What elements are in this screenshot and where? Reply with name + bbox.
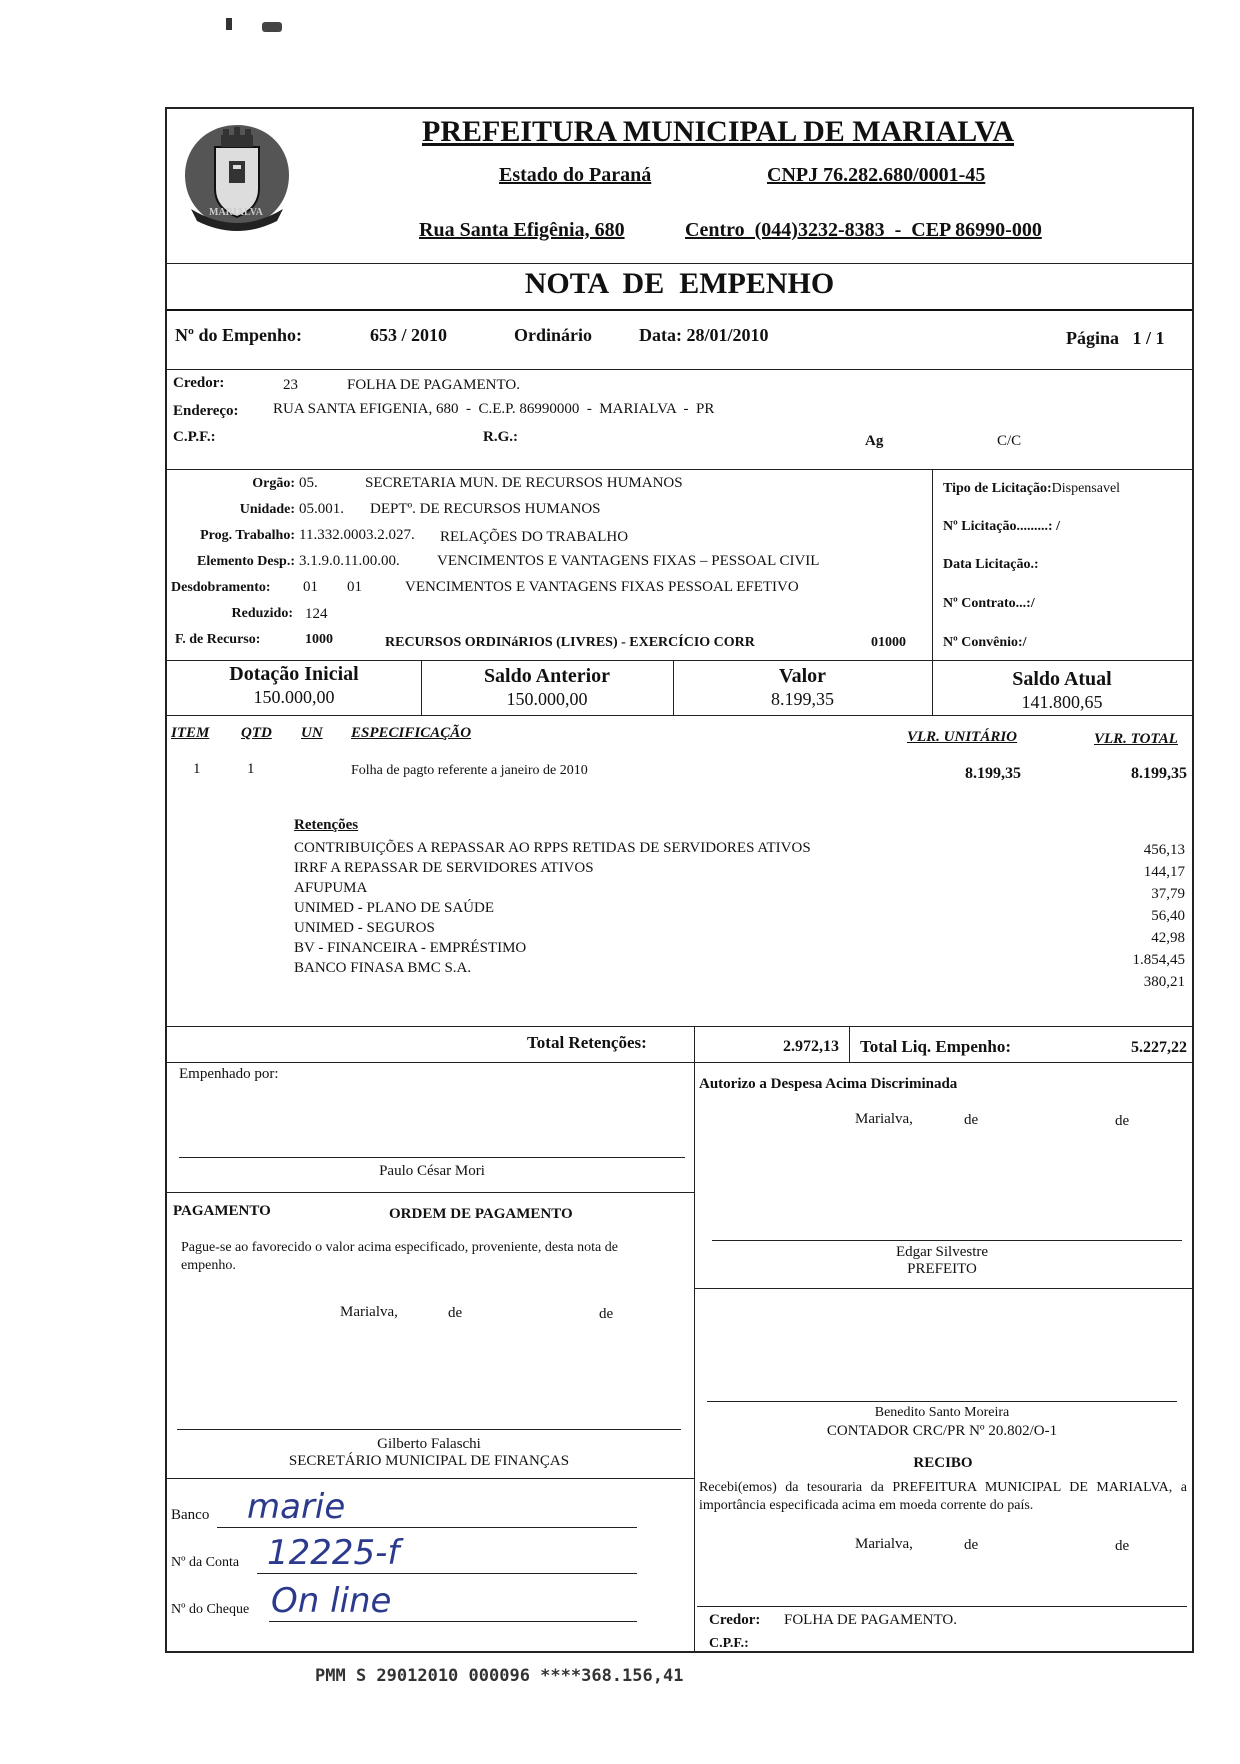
list-item xyxy=(167,880,1192,900)
col-item: ITEM xyxy=(171,725,210,741)
banco-handwritten: marie xyxy=(247,1487,346,1527)
licitacao-number: Nº Licitação.........: / xyxy=(943,519,1060,534)
list-item xyxy=(167,900,1192,924)
table-row xyxy=(167,759,1192,789)
elemento-label: Elemento Desp.: xyxy=(197,554,295,569)
list-item xyxy=(167,920,1192,946)
desdobramento-label: Desdobramento: xyxy=(171,580,271,595)
autorizo-de2: de xyxy=(1115,1113,1130,1129)
retencao-value: 1.854,45 xyxy=(1132,952,1185,968)
recibo-cpf-label: C.P.F.: xyxy=(709,1636,749,1651)
retencao-value: 456,13 xyxy=(1143,842,1185,858)
retencoes-title: Retenções xyxy=(294,817,359,833)
nota-de-empenho-document xyxy=(165,107,1194,1653)
municipality-title: PREFEITURA MUNICIPAL DE MARIALVA xyxy=(422,115,1015,148)
reduzido-label: Reduzido: xyxy=(231,606,293,621)
empenho-label: Nº do Empenho: xyxy=(175,325,302,345)
cnpj: CNPJ 76.282.680/0001-45 xyxy=(767,164,986,186)
retencao-description: UNIMED - PLANO DE SAÚDE xyxy=(294,900,494,916)
licitacao-type xyxy=(943,481,1120,497)
valor-value: 8.199,35 xyxy=(771,689,834,709)
empenho-number: 653 / 2010 xyxy=(370,325,448,345)
reduzido-value: 124 xyxy=(305,606,328,622)
contador-name: Benedito Santo Moreira xyxy=(874,1405,1010,1420)
recurso-code: 1000 xyxy=(305,632,333,647)
autorizo-de1: de xyxy=(964,1112,979,1128)
credor-code: 23 xyxy=(283,377,298,393)
unidade-code: 05.001. xyxy=(299,501,344,517)
retencao-description: BV - FINANCEIRA - EMPRÉSTIMO xyxy=(294,940,527,956)
recibo-credor-value: FOLHA DE PAGAMENTO. xyxy=(784,1612,957,1628)
pagamento-label: PAGAMENTO xyxy=(173,1203,271,1219)
elemento-code: 3.1.9.0.11.00.00. xyxy=(299,553,400,569)
recurso-name: RECURSOS ORDINáRIOS (LIVRES) - EXERCÍCIO CORR xyxy=(385,635,755,650)
recurso-label: F. de Recurso: xyxy=(175,632,261,647)
address-label: Endereço: xyxy=(173,403,239,419)
col-especificacao: ESPECIFICAÇÃO xyxy=(351,725,472,741)
secretario-name: Gilberto Falaschi xyxy=(377,1436,481,1452)
cpf-label: C.P.F.: xyxy=(173,429,216,445)
list-item xyxy=(167,960,1192,990)
recibo-credor-label: Credor: xyxy=(709,1612,761,1628)
recibo-place: Marialva, xyxy=(855,1536,913,1552)
saldo-atual-value: 141.800,65 xyxy=(1021,692,1103,712)
desdobramento-name: VENCIMENTOS E VANTAGENS FIXAS PESSOAL EFETIVO xyxy=(405,579,799,595)
prefeito-name: Edgar Silvestre xyxy=(895,1244,989,1260)
recurso-code2: 01000 xyxy=(871,635,906,650)
col-qtd: QTD xyxy=(241,725,272,741)
unidade-name: DEPTº. DE RECURSOS HUMANOS xyxy=(370,501,601,517)
footer-stamp: PMM S 29012010 000096 ****368.156,41 xyxy=(315,1666,684,1686)
pagamento-de1: de xyxy=(448,1305,463,1321)
autorizo-place: Marialva, xyxy=(855,1111,913,1127)
saldo-atual-label: Saldo Atual xyxy=(1012,668,1112,690)
orgao-name: SECRETARIA MUN. DE RECURSOS HUMANOS xyxy=(365,475,683,491)
cheque-handwritten: On line xyxy=(271,1581,392,1621)
total-retencoes-label: Total Retenções: xyxy=(527,1033,647,1052)
convenio-number: Nº Convênio:/ xyxy=(943,635,1027,650)
dotacao-value: 150.000,00 xyxy=(253,687,335,707)
state-name: Estado do Paraná xyxy=(499,164,652,186)
contrato-number: Nº Contrato...:/ xyxy=(943,596,1035,611)
pagamento-text: Pague-se ao favorecido o valor acima especificado, proveniente, desta nota de empenho. xyxy=(181,1240,618,1273)
empenho-type: Ordinário xyxy=(514,325,593,345)
recibo-de2: de xyxy=(1115,1538,1130,1554)
retencao-description: AFUPUMA xyxy=(294,880,368,896)
total-liq-value: 5.227,22 xyxy=(1131,1039,1187,1056)
coat-of-arms-icon xyxy=(177,117,297,237)
licitacao-type-value: Dispensavel xyxy=(1051,481,1121,496)
saldo-anterior-label: Saldo Anterior xyxy=(483,665,611,687)
item-description: Folha de pagto referente a janeiro de 2010 xyxy=(351,763,588,778)
recibo-title: RECIBO xyxy=(913,1455,973,1471)
elemento-name: VENCIMENTOS E VANTAGENS FIXAS – PESSOAL CIVIL xyxy=(437,553,820,569)
retencao-description: BANCO FINASA BMC S.A. xyxy=(294,960,472,976)
desdobramento-code1: 01 xyxy=(303,579,318,595)
prog-code: 11.332.0003.2.027. xyxy=(299,527,415,543)
licitacao-date: Data Licitação.: xyxy=(943,557,1039,572)
retencao-value: 380,21 xyxy=(1143,974,1185,990)
cc-label: C/C xyxy=(997,433,1022,449)
empenhado-name: Paulo César Mori xyxy=(379,1163,485,1179)
prog-label: Prog. Trabalho: xyxy=(200,528,295,543)
scan-mark xyxy=(262,22,282,32)
desdobramento-code2: 01 xyxy=(347,579,362,595)
col-vlr-total: VLR. TOTAL xyxy=(1094,731,1178,747)
empenhado-label: Empenhado por: xyxy=(179,1066,279,1082)
retencao-value: 42,98 xyxy=(1151,930,1185,946)
conta-handwritten: 12225-f xyxy=(267,1533,400,1573)
recibo-de1: de xyxy=(964,1537,979,1553)
total-retencoes-value: 2.972,13 xyxy=(783,1038,839,1055)
street-address: Rua Santa Efigênia, 680 xyxy=(419,219,625,241)
contador-role: CONTADOR CRC/PR Nº 20.802/O-1 xyxy=(826,1423,1058,1439)
pagamento-de2: de xyxy=(599,1306,614,1322)
retencao-description: UNIMED - SEGUROS xyxy=(294,920,435,936)
item-qtd: 1 xyxy=(247,761,255,777)
credor-name: FOLHA DE PAGAMENTO. xyxy=(347,377,520,393)
retencao-description: IRRF A REPASSAR DE SERVIDORES ATIVOS xyxy=(294,860,594,876)
list-item xyxy=(167,840,1192,860)
retencao-description: CONTRIBUIÇÕES A REPASSAR AO RPPS RETIDAS DE SERVIDORES ATIVOS xyxy=(294,840,811,856)
orgao-label: Orgão: xyxy=(252,476,295,491)
seal-text: MARIALVA xyxy=(209,207,263,218)
item-unit-value: 8.199,35 xyxy=(965,765,1021,782)
retencao-value: 56,40 xyxy=(1151,908,1185,924)
prefeito-role: PREFEITO xyxy=(907,1261,977,1277)
item-number: 1 xyxy=(193,761,201,777)
dotacao-label: Dotação Inicial xyxy=(229,663,359,685)
retencao-value: 37,79 xyxy=(1151,886,1185,902)
scan-mark xyxy=(226,18,232,30)
item-total-value: 8.199,35 xyxy=(1131,765,1187,782)
cheque-label: Nº do Cheque xyxy=(171,1602,250,1617)
pagamento-place: Marialva, xyxy=(340,1304,398,1320)
recibo-text: Recebi(emos) da tesouraria da PREFEITURA MUNICIPAL DE MARIALVA, a importância especificada acima em moeda corrente do país. xyxy=(699,1480,1187,1513)
rg-label: R.G.: xyxy=(483,429,518,445)
orgao-code: 05. xyxy=(299,475,318,491)
credor-label: Credor: xyxy=(173,375,225,391)
licitacao-type-label: Tipo de Licitação: xyxy=(943,481,1052,496)
page-number: Página 1 / 1 xyxy=(1066,328,1165,348)
autorizo-label: Autorizo a Despesa Acima Discriminada xyxy=(699,1076,958,1092)
retencao-value: 144,17 xyxy=(1143,864,1185,880)
unidade-label: Unidade: xyxy=(239,502,295,517)
banco-label: Banco xyxy=(171,1507,210,1523)
ordem-pagamento-label: ORDEM DE PAGAMENTO xyxy=(389,1206,573,1222)
total-liq-label: Total Liq. Empenho: xyxy=(860,1037,1011,1056)
list-item xyxy=(167,860,1192,880)
col-vlr-unitario: VLR. UNITÁRIO xyxy=(907,729,1018,745)
valor-label: Valor xyxy=(778,665,827,687)
document-title: NOTA DE EMPENHO xyxy=(524,267,835,300)
col-un: UN xyxy=(301,725,323,741)
credor-address: RUA SANTA EFIGENIA, 680 - C.E.P. 86990000 - MARIALVA - PR xyxy=(273,401,715,417)
saldo-anterior-value: 150.000,00 xyxy=(506,689,588,709)
ag-label: Ag xyxy=(865,433,884,449)
conta-label: Nº da Conta xyxy=(171,1555,240,1570)
address-contact: Centro (044)3232-8383 - CEP 86990-000 xyxy=(685,219,1042,241)
secretario-role: SECRETÁRIO MUNICIPAL DE FINANÇAS xyxy=(288,1453,570,1469)
prog-name: RELAÇÕES DO TRABALHO xyxy=(440,529,629,545)
empenho-date: Data: 28/01/2010 xyxy=(639,325,769,345)
